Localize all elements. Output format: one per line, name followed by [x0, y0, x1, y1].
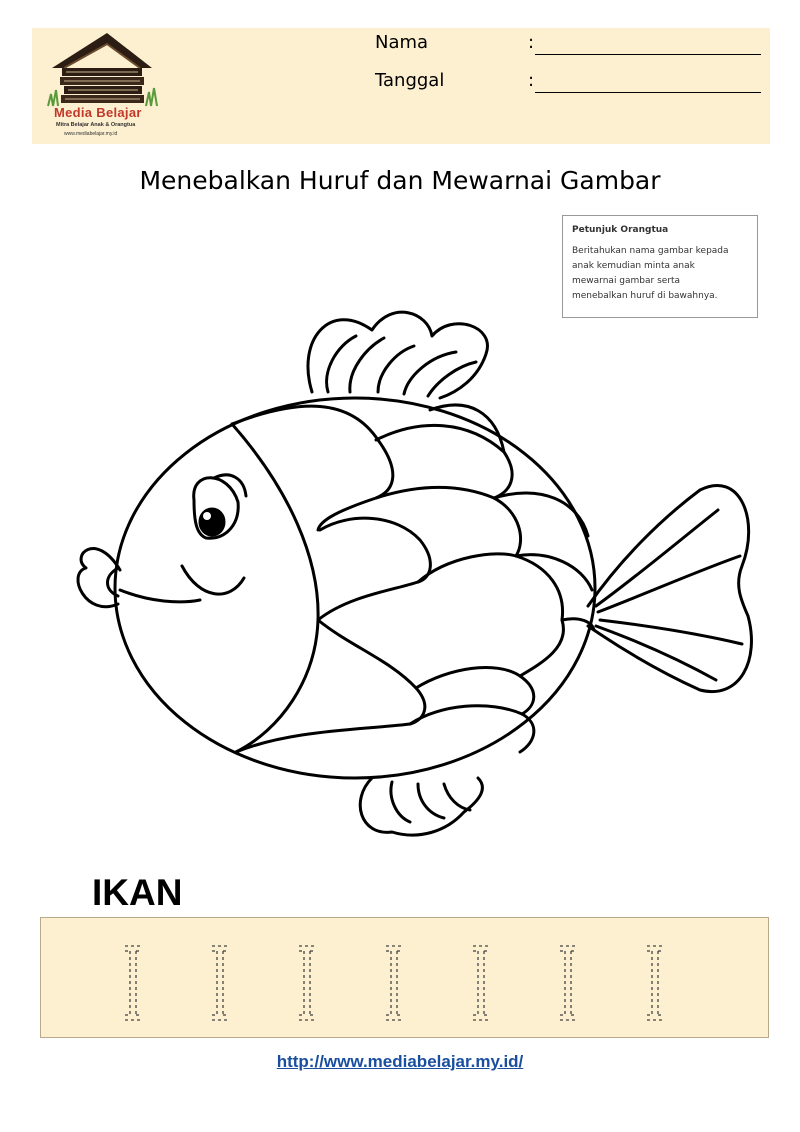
tracing-letters [41, 918, 770, 1039]
logo [42, 28, 162, 144]
tracing-letter-I[interactable] [212, 946, 228, 1020]
header-band [32, 28, 770, 144]
fish-coloring-icon [70, 300, 760, 860]
tracing-panel [40, 917, 769, 1038]
logo-brand: Media Belajar [54, 105, 142, 120]
footer-link[interactable]: http://www.mediabelajar.my.id/ [276, 1052, 524, 1071]
page-title: Menebalkan Huruf dan Mewarnai Gambar [139, 166, 661, 195]
logo-site: www.mediabelajar.my.id [64, 131, 118, 137]
date-separator: : [528, 70, 535, 91]
name-label: Nama [375, 32, 429, 53]
note-line: anak kemudian minta anak [572, 261, 695, 271]
note-line: menebalkan huruf di bawahnya. [572, 291, 718, 301]
tracing-letter-I[interactable] [125, 946, 141, 1020]
tracing-letter-I[interactable] [386, 946, 402, 1020]
tracing-letter-I[interactable] [473, 946, 489, 1020]
note-title: Petunjuk Orangtua [572, 225, 669, 235]
name-separator: : [528, 32, 535, 53]
date-label: Tanggal [375, 70, 445, 91]
books-house-icon [42, 28, 162, 108]
note-line: mewarnai gambar serta [572, 276, 681, 286]
date-field[interactable] [535, 92, 761, 93]
tracing-letter-I[interactable] [647, 946, 663, 1020]
logo-tagline: Mitra Belajar Anak & Orangtua [56, 122, 136, 128]
word-label: IKAN [92, 872, 183, 913]
note-line: Beritahukan nama gambar kepada [572, 246, 729, 256]
tracing-letter-I[interactable] [560, 946, 576, 1020]
name-field[interactable] [535, 54, 761, 55]
tracing-letter-I[interactable] [299, 946, 315, 1020]
